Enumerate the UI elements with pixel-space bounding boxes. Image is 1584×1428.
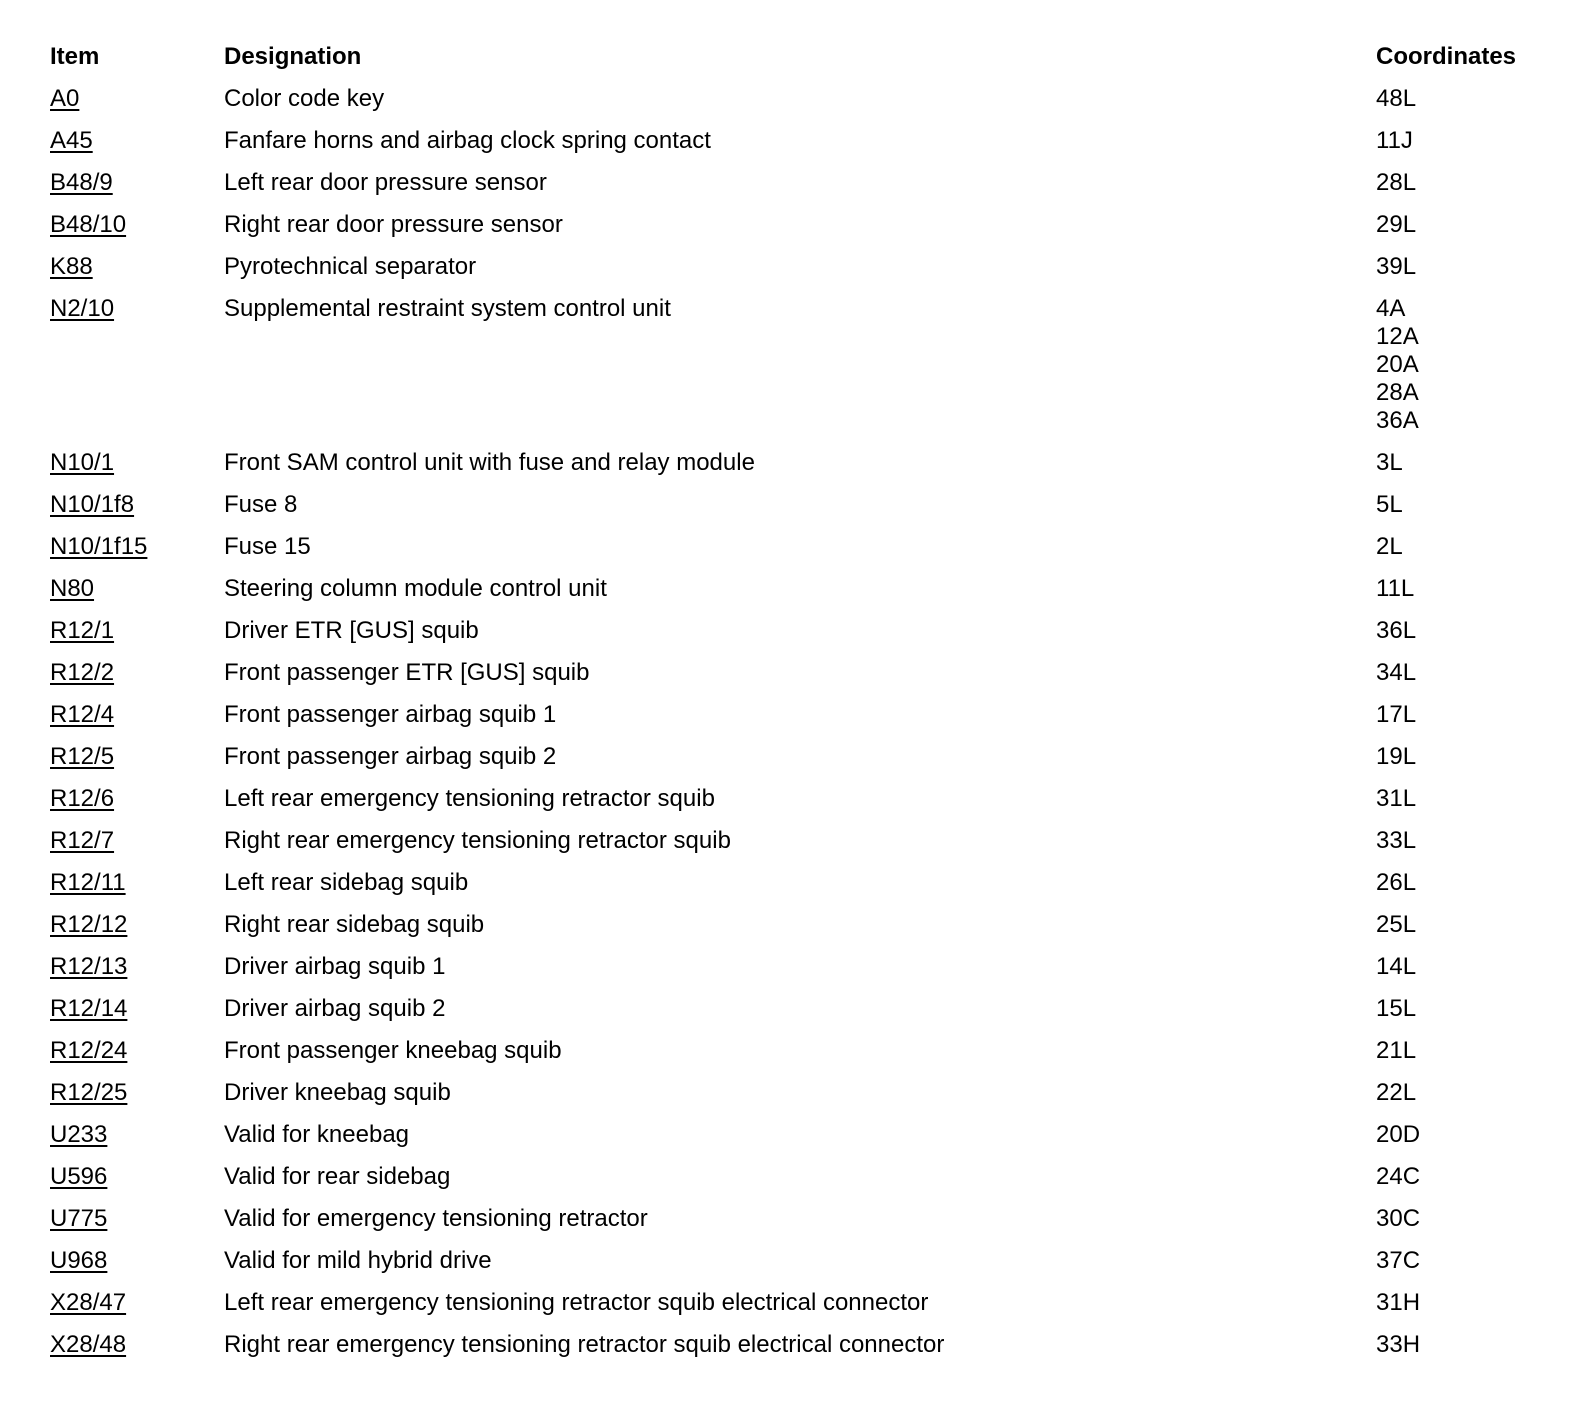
table-row [50,1282,1584,1324]
item-link[interactable]: N80 [50,575,95,602]
coordinates-cell [1376,568,1584,610]
designation-cell: Right rear door pressure sensor [224,211,563,238]
designation-cell: Right rear emergency tensioning retractor squib [224,827,731,854]
designation-cell: Fuse 8 [224,491,298,518]
item-link[interactable]: R12/1 [50,617,115,644]
item-cell [50,610,224,652]
coordinate-value: 36A [1376,407,1419,434]
table-row [50,778,1584,820]
item-link[interactable]: R12/4 [50,701,115,728]
coordinate-value: 24C [1376,1163,1421,1190]
table-row [50,652,1584,694]
item-link[interactable]: R12/25 [50,1079,128,1106]
table-row [50,610,1584,652]
item-cell [50,862,224,904]
coordinate-value: 11J [1376,127,1413,154]
item-cell [50,526,224,568]
coordinate-value: 31L [1376,785,1417,812]
table-row [50,1156,1584,1198]
item-link[interactable]: A0 [50,85,80,112]
item-link[interactable]: R12/14 [50,995,128,1022]
table-row [50,988,1584,1030]
designation-cell: Fuse 15 [224,533,311,560]
item-link[interactable]: N10/1f15 [50,533,148,560]
coordinates-cell [1376,1030,1584,1072]
coordinate-value: 37C [1376,1247,1421,1274]
item-link[interactable]: U596 [50,1163,108,1190]
coordinate-value: 20D [1376,1121,1421,1148]
coordinate-value: 17L [1376,701,1417,728]
item-link[interactable]: N10/1f8 [50,491,135,518]
table-row [50,736,1584,778]
designation-cell: Left rear door pressure sensor [224,169,547,196]
item-link[interactable]: U775 [50,1205,108,1232]
item-link[interactable]: N2/10 [50,295,115,322]
coordinates-cell [1376,862,1584,904]
coordinate-value: 5L [1376,491,1403,518]
designation-cell: Left rear emergency tensioning retractor squib electrical connector [224,1289,929,1316]
table-row [50,526,1584,568]
coordinates-cell [1376,778,1584,820]
designation-cell: Driver airbag squib 2 [224,995,446,1022]
coordinate-value: 11L [1376,575,1415,602]
designation-cell: Front passenger airbag squib 2 [224,743,557,770]
designation-cell: Front passenger airbag squib 1 [224,701,557,728]
table-row [50,120,1584,162]
item-cell [50,946,224,988]
component-legend-table [50,36,1584,1366]
item-cell [50,442,224,484]
item-link[interactable]: U233 [50,1121,108,1148]
table-row [50,484,1584,526]
coordinate-value: 28A [1376,379,1419,406]
item-link[interactable]: R12/2 [50,659,115,686]
coordinate-value: 31H [1376,1289,1421,1316]
item-cell [50,1198,224,1240]
coordinates-cell [1376,946,1584,988]
coordinates-cell [1376,1114,1584,1156]
table-row [50,1030,1584,1072]
item-cell [50,988,224,1030]
item-cell [50,120,224,162]
coordinates-cell [1376,610,1584,652]
coordinates-cell [1376,1072,1584,1114]
coordinates-cell [1376,1198,1584,1240]
coordinates-cell [1376,1324,1584,1366]
item-cell [50,484,224,526]
table-row [50,1324,1584,1366]
coordinate-value: 4A [1376,295,1406,322]
table-row [50,862,1584,904]
table-row [50,288,1584,442]
table-row [50,78,1584,120]
item-link[interactable]: R12/24 [50,1037,128,1064]
coordinates-cell [1376,120,1584,162]
item-link[interactable]: R12/13 [50,953,128,980]
item-cell [50,1072,224,1114]
coordinates-cell [1376,288,1584,442]
designation-cell: Left rear sidebag squib [224,869,469,896]
table-row [50,1114,1584,1156]
coordinate-value: 39L [1376,253,1417,280]
table-row [50,1240,1584,1282]
item-cell [50,1282,224,1324]
table-row [50,946,1584,988]
item-cell [50,162,224,204]
coordinate-value: 33L [1376,827,1417,854]
item-cell [50,568,224,610]
designation-cell: Supplemental restraint system control unit [224,295,671,322]
coordinates-cell [1376,484,1584,526]
coordinate-value: 14L [1376,953,1417,980]
item-link[interactable]: X28/48 [50,1331,127,1358]
item-cell [50,778,224,820]
coordinate-value: 3L [1376,449,1403,476]
table-row [50,1198,1584,1240]
item-cell [50,78,224,120]
table-row [50,204,1584,246]
item-cell [50,1114,224,1156]
coordinate-value: 20A [1376,351,1419,378]
coordinates-cell [1376,1282,1584,1324]
item-link[interactable]: R12/11 [50,869,126,896]
coordinate-value: 48L [1376,85,1417,112]
coordinate-value: 26L [1376,869,1417,896]
coordinates-cell [1376,820,1584,862]
designation-cell: Steering column module control unit [224,575,607,602]
item-link[interactable]: U968 [50,1247,108,1274]
item-link[interactable]: R12/5 [50,743,115,770]
coordinates-cell [1376,1240,1584,1282]
coordinate-value: 34L [1376,659,1417,686]
table-header [50,36,1584,78]
item-cell [50,204,224,246]
coordinates-cell [1376,78,1584,120]
designation-cell: Driver ETR [GUS] squib [224,617,479,644]
header-designation: Designation [224,43,362,70]
table-row [50,442,1584,484]
table-row [50,694,1584,736]
coordinate-value: 12A [1376,323,1419,350]
designation-cell: Right rear sidebag squib [224,911,485,938]
item-cell [50,820,224,862]
designation-cell: Color code key [224,85,385,112]
coordinates-cell [1376,1156,1584,1198]
table-body [50,78,1584,1366]
coordinates-cell [1376,988,1584,1030]
designation-cell: Left rear emergency tensioning retractor squib [224,785,715,812]
item-link[interactable]: R12/12 [50,911,128,938]
designation-cell: Valid for rear sidebag [224,1163,451,1190]
coordinates-cell [1376,162,1584,204]
item-cell [50,246,224,288]
table-row [50,904,1584,946]
table-row [50,820,1584,862]
item-link[interactable]: R12/6 [50,785,115,812]
item-cell [50,288,224,330]
designation-cell: Pyrotechnical separator [224,253,477,280]
coordinates-cell [1376,694,1584,736]
table-row [50,162,1584,204]
item-link[interactable]: A45 [50,127,93,154]
coordinate-value: 30C [1376,1205,1421,1232]
coordinate-value: 22L [1376,1079,1417,1106]
designation-cell: Right rear emergency tensioning retractor squib electrical connector [224,1331,945,1358]
designation-cell: Valid for mild hybrid drive [224,1247,492,1274]
item-cell [50,1240,224,1282]
item-cell [50,1324,224,1366]
designation-cell: Front passenger kneebag squib [224,1037,562,1064]
item-link[interactable]: X28/47 [50,1289,127,1316]
item-cell [50,1156,224,1198]
item-link[interactable]: B48/10 [50,211,127,238]
designation-cell: Driver airbag squib 1 [224,953,446,980]
designation-cell: Valid for emergency tensioning retractor [224,1205,648,1232]
coordinate-value: 15L [1376,995,1417,1022]
item-link[interactable]: N10/1 [50,449,115,476]
coordinates-cell [1376,736,1584,778]
header-item: Item [50,43,100,70]
coordinate-value: 2L [1376,533,1403,560]
table-row [50,1072,1584,1114]
item-cell [50,694,224,736]
coordinate-value: 36L [1376,617,1417,644]
coordinates-cell [1376,204,1584,246]
designation-cell: Fanfare horns and airbag clock spring contact [224,127,711,154]
coordinate-value: 28L [1376,169,1417,196]
coordinates-cell [1376,246,1584,288]
designation-cell: Front passenger ETR [GUS] squib [224,659,590,686]
coordinates-cell [1376,442,1584,484]
item-cell [50,1030,224,1072]
coordinate-value: 19L [1376,743,1417,770]
coordinate-value: 33H [1376,1331,1421,1358]
item-link[interactable]: K88 [50,253,93,280]
coordinates-cell [1376,526,1584,568]
designation-cell: Front SAM control unit with fuse and relay module [224,449,755,476]
header-coordinates: Coordinates [1376,43,1517,70]
table-row [50,246,1584,288]
coordinates-cell [1376,904,1584,946]
coordinate-value: 21L [1376,1037,1417,1064]
item-link[interactable]: B48/9 [50,169,113,196]
coordinate-value: 29L [1376,211,1417,238]
coordinate-value: 25L [1376,911,1417,938]
item-cell [50,736,224,778]
designation-cell: Driver kneebag squib [224,1079,451,1106]
designation-cell: Valid for kneebag [224,1121,410,1148]
item-link[interactable]: R12/7 [50,827,115,854]
item-cell [50,652,224,694]
item-cell [50,904,224,946]
table-row [50,568,1584,610]
coordinates-cell [1376,652,1584,694]
